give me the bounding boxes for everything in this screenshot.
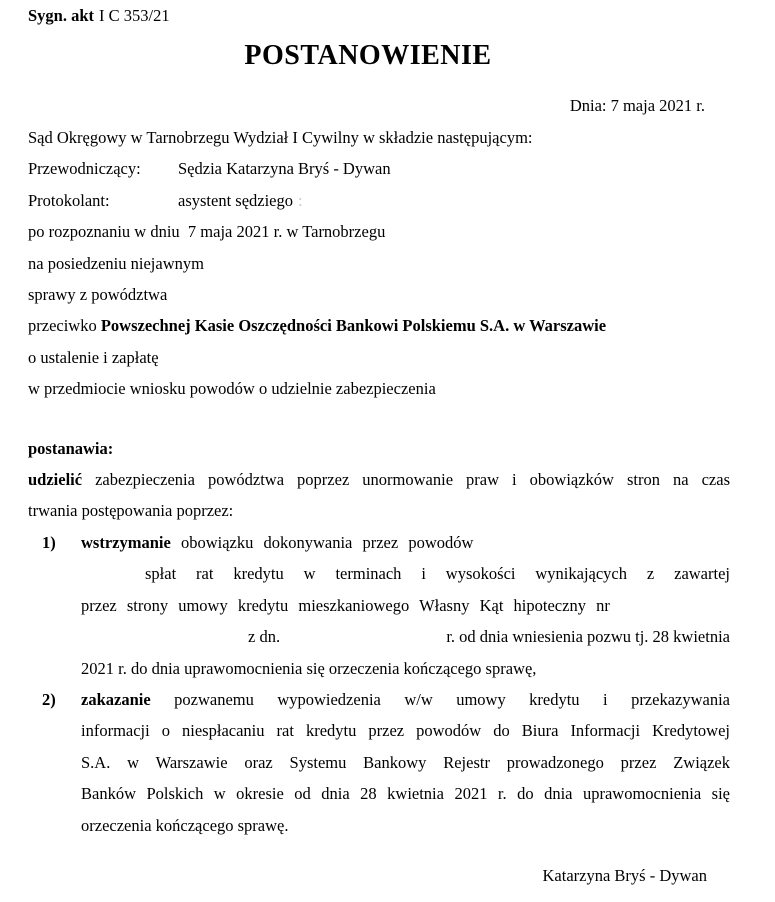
ruling-item-1-number: 1)	[42, 532, 56, 552]
ruling-item-2-line-4: Banków Polskich w okresie od dnia 28 kwietnia 2021 r. do dnia uprawomocnienia się	[81, 784, 730, 804]
case-number-line	[28, 6, 730, 26]
document-title: POSTANOWIENIE	[244, 40, 492, 71]
claim-line: sprawy z powództwa	[28, 285, 168, 305]
court-clerk-label: Protokolant:	[28, 190, 110, 210]
ruling-item-1-line-4	[81, 621, 730, 652]
ruling-item-1-line-3: przez strony umowy kredytu mieszkaniowego Własny Kąt hipoteczny nr	[81, 595, 610, 615]
ruling-item-2-line-1-text: pozwanemu wypowiedzenia w/w umowy kredytu i przekazywania	[174, 689, 731, 709]
hearing-date-line: po rozpoznaniu w dniu 7 maja 2021 r. w Tarnobrzegu	[28, 222, 386, 242]
session-type-line: na posiedzeniu niejawnym	[28, 253, 204, 273]
ruling-item-2-line-3: S.A. w Warszawie oraz Systemu Bankowy Rejestr prowadzonego przez Związek	[81, 752, 730, 772]
presiding-judge-line	[28, 153, 730, 184]
defendant-prefix: przeciwko	[28, 316, 97, 336]
presiding-judge-label: Przewodniczący:	[28, 159, 141, 179]
ruling-item-2-number: 2)	[42, 689, 56, 709]
ruling-item-1-line-4-right: r. od dnia wniesienia pozwu tj. 28 kwietnia	[446, 627, 730, 647]
ruling-item-1-line-2: spłat rat kredytu w terminach i wysokości wynikających z zawartej	[145, 564, 730, 584]
ruling-item-2-line-5: orzeczenia kończącego sprawę.	[81, 815, 289, 835]
redaction-artifact: :	[298, 190, 303, 210]
decision-paragraph	[28, 464, 730, 527]
case-header	[28, 122, 730, 405]
ruling-item-2-keyword: zakazanie	[81, 689, 151, 709]
defendant-line	[28, 310, 730, 341]
ruling-item-2-line-2: informacji o niespłacaniu rat kredytu przez powodów do Biura Informacji Kredytowej	[81, 721, 730, 741]
ruling-item-1-line-5: 2021 r. do dnia uprawomocnienia się orzeczenia kończącego sprawę,	[81, 658, 537, 678]
judge-signature: Katarzyna Bryś - Dywan	[542, 865, 707, 885]
document-date: Dnia: 7 maja 2021 r.	[569, 96, 705, 115]
ruling-item-2-line-1	[81, 684, 730, 715]
defendant-name: Powszechnej Kasie Oszczędności Bankowi Polskiemu S.A. w Warszawie	[100, 316, 607, 336]
court-clerk-line	[28, 185, 730, 216]
ruling-item-2	[28, 684, 730, 841]
decision-line-1	[28, 464, 730, 495]
ruling-item-1-line-4-left: z dn.	[248, 627, 281, 647]
decision-line-2: trwania postępowania poprzez:	[28, 501, 234, 521]
case-subject-line: o ustalenie i zapłatę	[28, 347, 159, 367]
case-number-label: Sygn. akt	[28, 6, 95, 25]
decision-heading: postanawia:	[28, 438, 114, 458]
ruling-item-1-line-1	[81, 527, 730, 558]
ruling-item-1	[28, 527, 730, 684]
ruling-item-1-keyword: wstrzymanie	[81, 532, 171, 552]
court-composition-line: Sąd Okręgowy w Tarnobrzegu Wydział I Cywilny w składzie następującym:	[28, 128, 533, 147]
decision-keyword: udzielić	[28, 470, 83, 490]
motion-subject-line: w przedmiocie wniosku powodów o udzielnie zabezpieczenia	[28, 379, 436, 399]
decision-line-1-text: zabezpieczenia powództwa poprzez unormowanie praw i obowiązków stron na czas	[95, 470, 730, 490]
presiding-judge-name: Sędzia Katarzyna Bryś - Dywan	[178, 159, 391, 179]
ruling-item-1-line-1-text: obowiązku dokonywania przez powodów	[180, 532, 474, 552]
case-number-value: I C 353/21	[99, 6, 170, 25]
court-clerk-value: asystent sędziego	[178, 190, 294, 210]
